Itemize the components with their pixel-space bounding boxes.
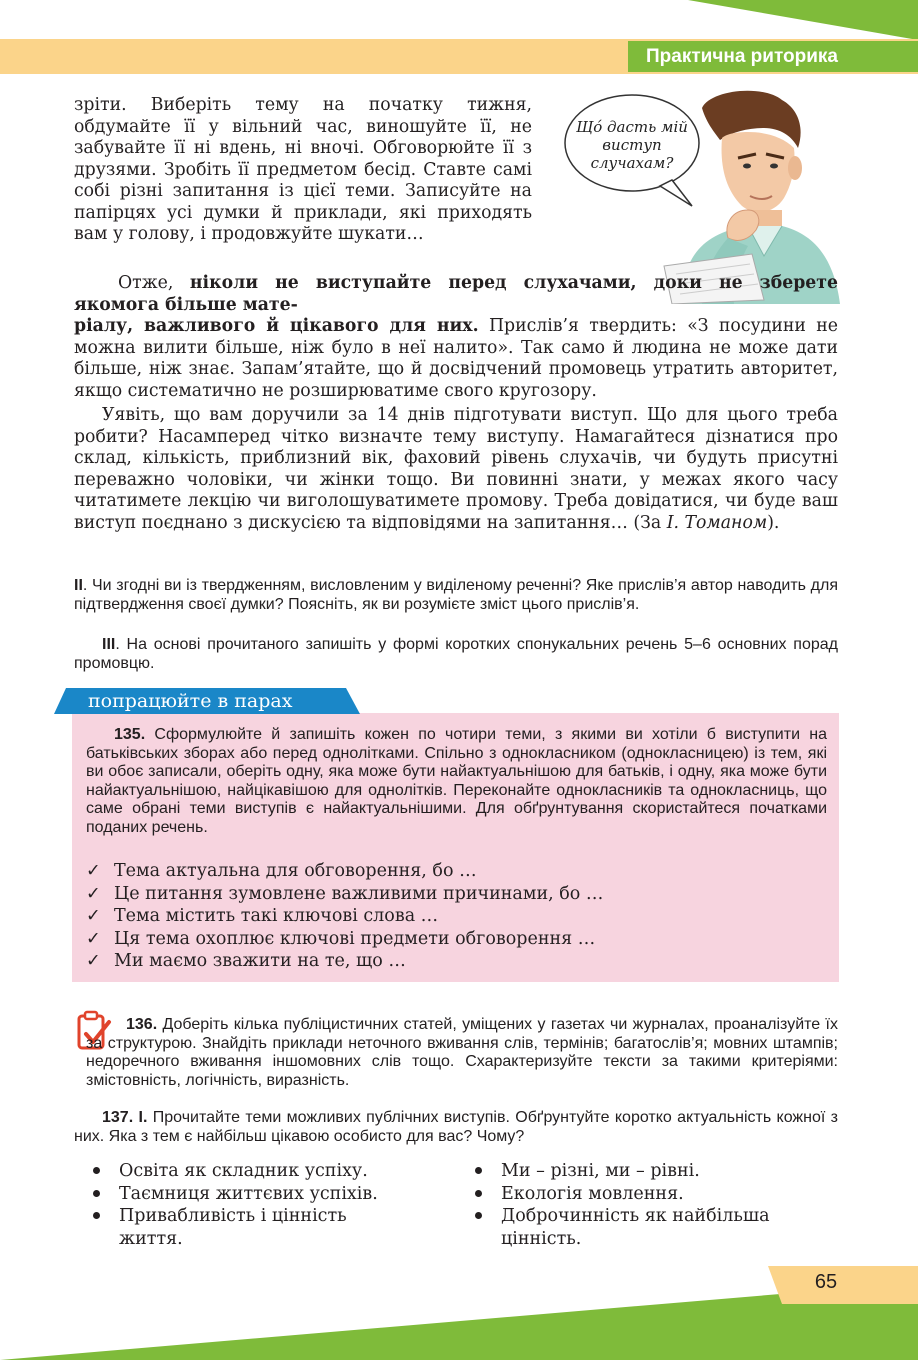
task-136-text: Доберіть кілька публіцистичних статей, уміщених у газетах чи журналах, проаналізуйте їх за структурою. Знайдіть приклади неточного вживання слів, термінів; багатослів’я; мовних штампів; недоречного вживання іншомовних слів тощо. Схарактеризуйте тексти за такими критеріями: змістовність, логічність, виразність.	[86, 1016, 838, 1089]
list-item-text: Тема містить такі ключові слова …	[114, 906, 439, 926]
task-135-number: 135.	[114, 726, 146, 743]
question-3	[74, 636, 838, 673]
topics-list-left	[90, 1160, 430, 1250]
list-item-text: Ми – різні, ми – рівні.	[501, 1161, 700, 1181]
section-header	[0, 39, 918, 74]
paragraph-2	[74, 273, 838, 316]
list-item	[90, 1183, 430, 1206]
highlighted-sentence-b: ріалу, важливого й цікавого для них.	[74, 316, 479, 336]
list-item	[86, 860, 603, 883]
task-137	[74, 1109, 838, 1146]
bullet-icon	[93, 1167, 100, 1174]
list-item-text: Таємниця життєвих успіхів.	[119, 1183, 378, 1204]
bullet-icon	[475, 1167, 482, 1174]
bullet-icon	[93, 1190, 100, 1197]
topics-list-right	[472, 1160, 832, 1250]
task-135	[86, 726, 827, 837]
task-137-text: Прочитайте теми можливих публічних виступів. Обґрунтуйте коротко актуальність кожної з них. Яка з тем є найбільш цікавою особисто для вас? Чому?	[74, 1109, 838, 1145]
list-item-text: Освіта як складник успіху.	[119, 1161, 368, 1181]
question-2	[74, 577, 838, 614]
list-item-text: Тема актуальна для обговорення, бо …	[114, 861, 477, 881]
question-2-number: II	[74, 577, 83, 594]
highlighted-sentence-a: ніколи не виступайте перед слухачами, доки не зберете якомога більше мате-	[74, 273, 839, 315]
bullet-icon	[475, 1190, 482, 1197]
list-item	[472, 1183, 832, 1206]
list-item-text: Ця тема охоплює ключові предмети обговорення …	[114, 928, 596, 949]
paragraph-2-rest: Прислів’я твердить: «З посудини не можна вилити більше, ніж було в неї налито». Так само й людина не може дати більше, ніж знає. Запам’ятайте, що й досвідчений промовець утратить авторитет, якщо систематично не розширюватиме свого кругозору.	[74, 316, 838, 401]
list-item-text: Ми маємо зважити на те, що …	[114, 951, 406, 971]
list-item	[86, 905, 603, 928]
paragraph-3	[74, 405, 838, 534]
checkmark-icon: ✓	[86, 861, 101, 881]
checkmark-icon: ✓	[86, 906, 101, 926]
list-item	[472, 1205, 821, 1250]
list-item-text: Екологія мовлення.	[501, 1183, 684, 1204]
checkmark-icon: ✓	[86, 951, 101, 971]
paragraph-1: зріти. Виберіть тему на початку тижня, обдумайте її у вільний час, виношуйте її, не забувайте її ні вдень, ні вночі. Обговорюйте її з друзями. Зробіть її предметом бесід. Ставте самі собі різні запитання із цієї теми. Записуйте на папірцях усі думки й приклади, які приходять вам у голову, і продовжуйте шукати…	[74, 95, 532, 244]
bullet-icon	[475, 1212, 482, 1219]
list-item	[90, 1205, 389, 1250]
task-137-number: 137. І.	[102, 1109, 148, 1126]
list-item-text: Доброчинність як найбільша цінність.	[501, 1206, 770, 1249]
top-corner-decoration	[600, 0, 918, 40]
paragraph-3-text: Уявіть, що вам доручили за 14 днів підготувати виступ. Що для цього треба робити? Насамперед чітко визначте тему виступу. Намагайтеся дізнатися про склад, кількість, приблизний вік, фаховий рівень слухачів, чи будуть присутні переважно чоловіки, чи жінки тощо. Ви повинні знати, у межах якого часу читатимете лекцію чи виголошуватимете промову. Треба довідатися, чи буде ваш виступ поєднано з дискусією та відповідями на запитання… (За	[74, 405, 838, 533]
question-3-text: . На основі прочитаного запишіть у формі коротких спонукальних речень 5–6 основних порад промовцю.	[74, 636, 838, 672]
author-name: І. Томаном	[666, 512, 768, 533]
list-item	[86, 883, 603, 906]
page-number: 65	[814, 1271, 838, 1293]
checkmark-icon: ✓	[86, 928, 101, 949]
question-3-number: III	[102, 636, 116, 653]
task-135-text: Сформулюйте й запишіть кожен по чотири теми, з якими ви хотіли б виступити на батьківських зборах або перед однолітками. Спільно з однокласником (однокласницею) із тем, які ви обоє записали, оберіть одну, яка може бути найактуальнішою для батьків, і одну, яка може бути найактуальнішою, найцікавішою для однолітків. Переконайте однокласників та однокласниць, що саме обрані теми виступів є найактуальнішими. Для обґрунтування скористайтеся початками поданих речень.	[86, 726, 827, 836]
sentence-starters-list	[86, 860, 603, 973]
task-136	[86, 1016, 838, 1090]
list-item	[90, 1160, 430, 1183]
paragraph-3-end: ).	[767, 512, 780, 533]
speech-bubble-text: Щó дасть мій виступ случахам?	[576, 118, 688, 172]
bullet-icon	[93, 1212, 100, 1219]
checkmark-icon: ✓	[86, 883, 101, 904]
question-2-text: . Чи згодні ви із твердженням, висловленим у виділеному реченні? Яке прислів’я автор наводить для підтвердження своєї думки? Поясніть, як ви розумієте зміст цього прислів’я.	[74, 577, 838, 613]
list-item-text: Це питання зумовлене важливими причинами, бо …	[114, 883, 604, 904]
bottom-corner-decoration	[0, 1256, 918, 1360]
paragraph-2-continued	[74, 316, 838, 402]
pair-work-label: попрацюйте в парах	[88, 690, 293, 712]
list-item	[86, 950, 603, 973]
paragraph-2-start: Отже,	[118, 273, 190, 293]
list-item	[472, 1160, 832, 1183]
section-title: Практична риторика	[646, 46, 838, 67]
list-item	[86, 928, 603, 951]
list-item-text: Привабливість і цінність життя.	[119, 1206, 347, 1249]
task-136-number: 136.	[126, 1016, 158, 1033]
